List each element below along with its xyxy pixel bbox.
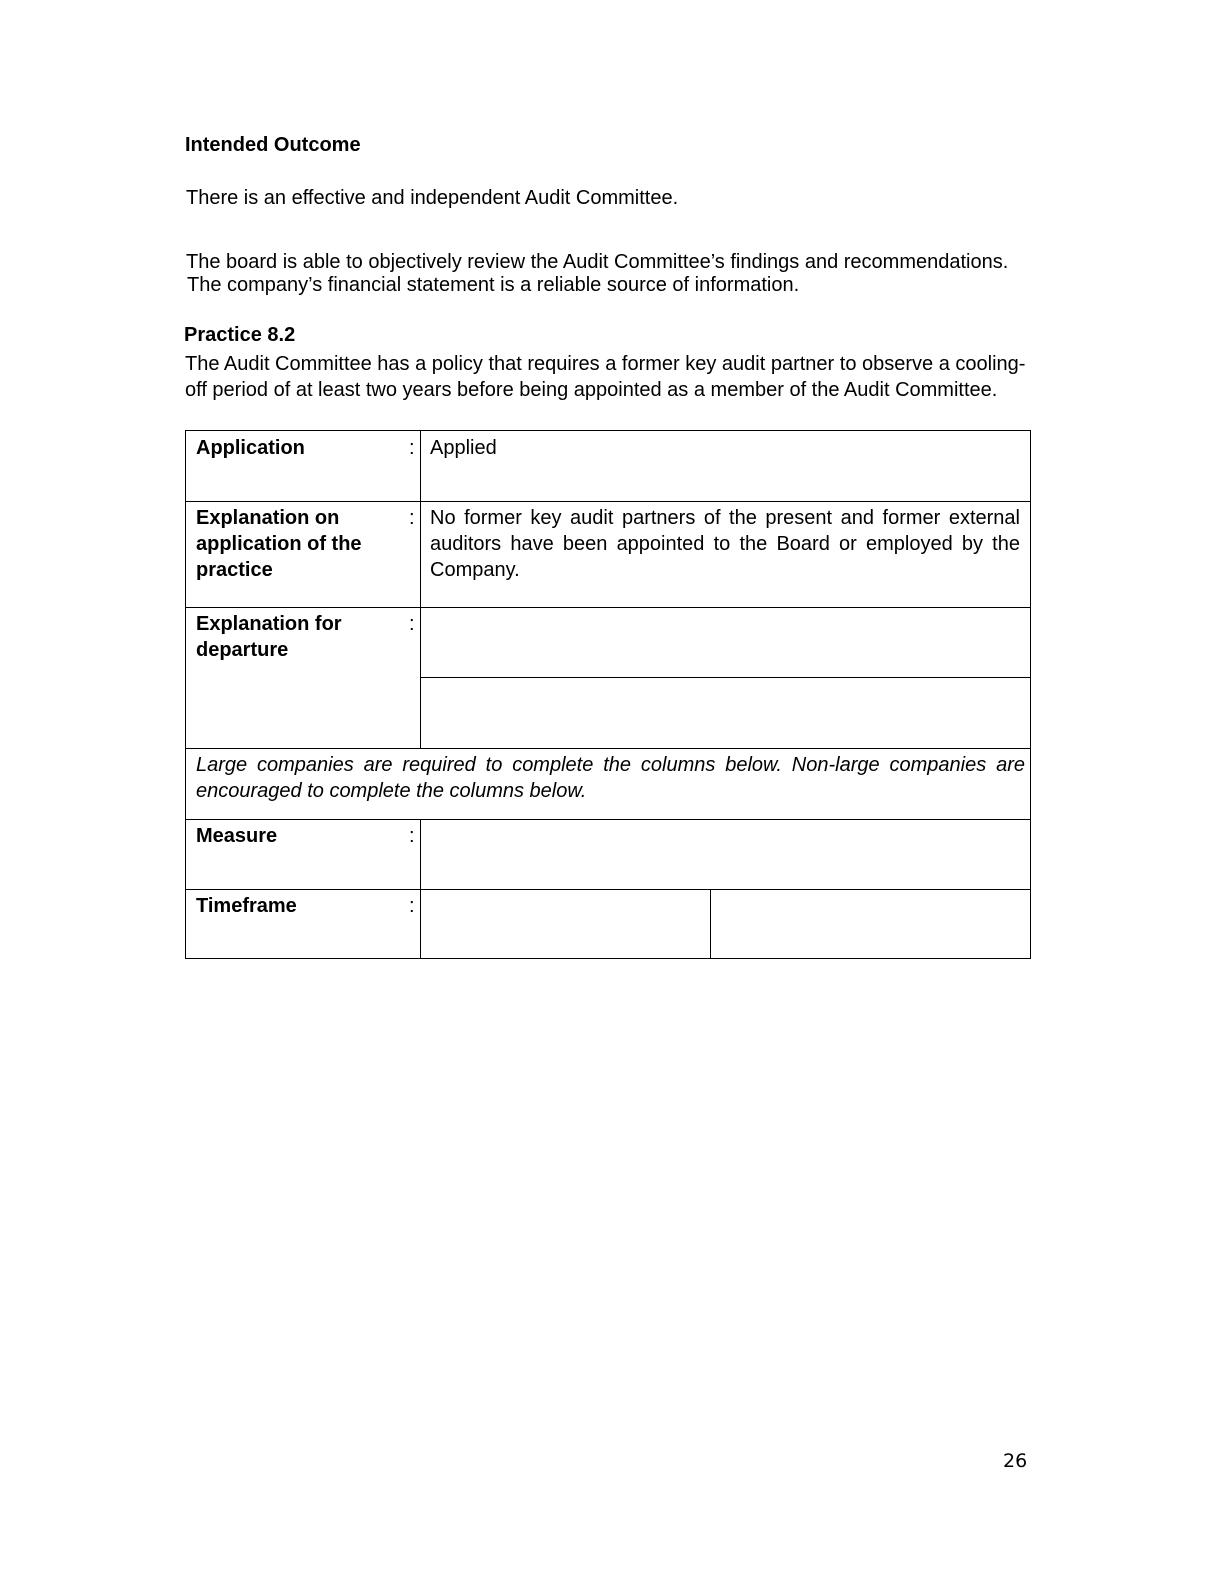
outcome-line-2: The board is able to objectively review the Audit Committee’s findings and recommendations.: [186, 251, 1009, 273]
outcome-line-1: There is an effective and independent Audit Committee.: [186, 187, 679, 209]
explanation-application-label: Explanation on application of the practice: [196, 507, 362, 581]
explanation-departure-value-cell-2: [420, 677, 1031, 749]
colon: :: [409, 437, 415, 459]
timeframe-value-cell-1: [420, 889, 711, 959]
application-value: Applied: [430, 437, 497, 459]
colon: :: [409, 613, 415, 635]
measure-label: Measure: [196, 825, 278, 847]
practice-description: The Audit Committee has a policy that requires a former key audit partner to observe a cooling-off period of at least two years before being appointed as a member of the Audit Committee.: [185, 353, 1026, 401]
application-label: Application: [196, 437, 305, 459]
large-companies-note: Large companies are required to complete the columns below. Non-large companies are encouraged to complete the columns below.: [196, 754, 1025, 802]
application-value-cell: [420, 430, 1031, 502]
colon: :: [409, 895, 415, 917]
outcome-line-3: The company’s financial statement is a reliable source of information.: [187, 274, 800, 296]
section-heading: Intended Outcome: [185, 134, 361, 156]
practice-title: Practice 8.2: [184, 324, 296, 346]
explanation-departure-label: Explanation for departure: [196, 613, 342, 661]
explanation-application-value: No former key audit partners of the present and former external auditors have been appointed to the Board or employed by the Company.: [430, 507, 1020, 581]
page-number: 26: [1003, 1450, 1028, 1472]
measure-value-cell: [420, 819, 1031, 890]
timeframe-value-cell-2: [710, 889, 1031, 959]
colon: :: [409, 507, 415, 529]
timeframe-label: Timeframe: [196, 895, 297, 917]
colon: :: [409, 825, 415, 847]
practice-table: [185, 430, 1031, 959]
explanation-departure-value-cell: [420, 607, 1031, 678]
